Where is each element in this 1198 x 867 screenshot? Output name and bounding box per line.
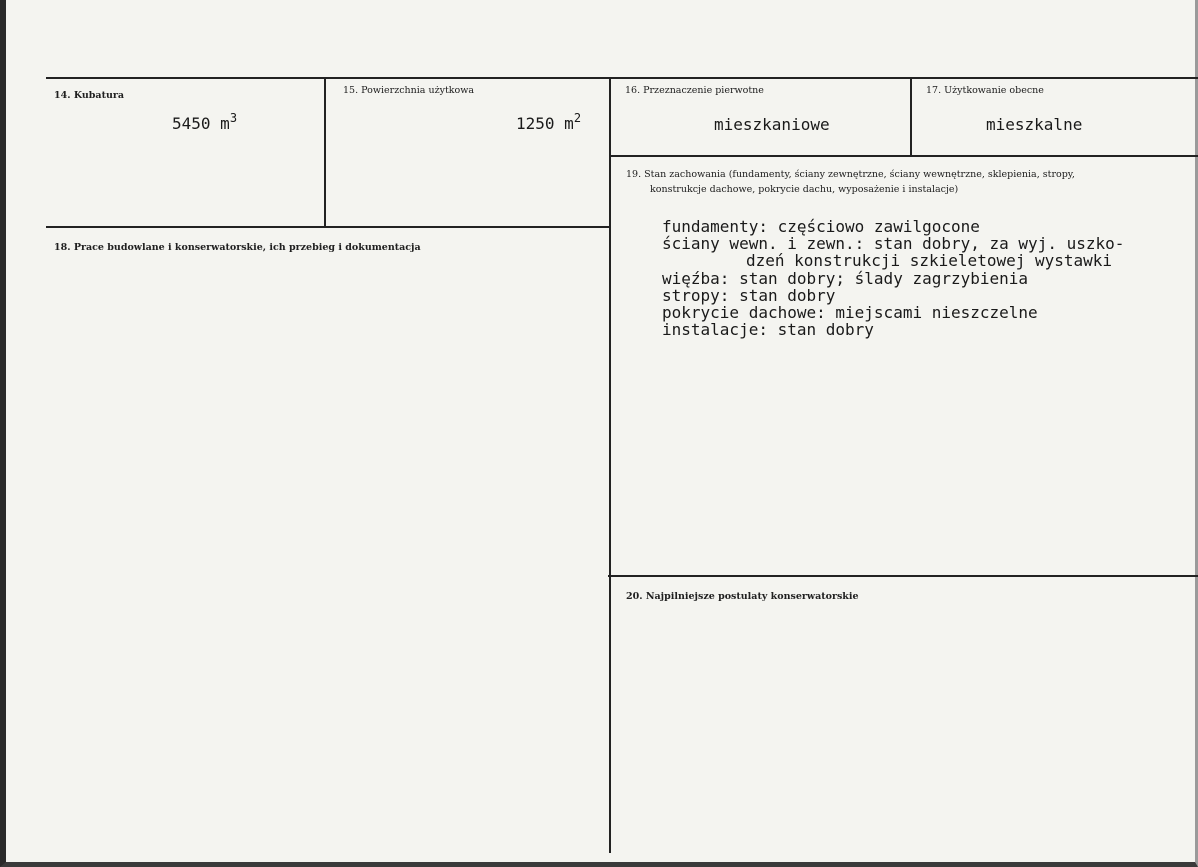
field-19-label-line1: 19. Stan zachowania (fundamenty, ściany zewnętrzne, ściany wewnętrzne, sklepienia, stropy,: [626, 169, 1075, 180]
field-15-label: 15. Powierzchnia użytkowa: [343, 85, 475, 96]
note-line: pokrycie dachowe: miejscami nieszczelne: [662, 303, 1038, 323]
note-line: stropy: stan dobry: [662, 285, 836, 305]
field-17-value: mieszkalne: [986, 115, 1083, 134]
field-19-notes: [662, 218, 1124, 338]
field-16-label: 16. Przeznaczenie pierwotne: [625, 85, 764, 96]
rule-divider-16-17: [910, 77, 912, 157]
kubatura-unit: m: [220, 114, 230, 133]
note-line: więźba: stan dobry; ślady zagrzybienia: [662, 268, 1029, 288]
rule-fields-16-17-bottom: [610, 155, 1198, 157]
field-14-value: [172, 111, 238, 133]
field-18-label: 18. Prace budowlane i konserwatorskie, ich przebieg i dokumentacja: [54, 242, 421, 253]
rule-divider-main: [609, 77, 611, 853]
field-16-value: mieszkaniowe: [714, 115, 830, 134]
field-19-label-line2: konstrukcje dachowe, pokrycie dachu, wyposażenie i instalacje): [650, 184, 959, 195]
kubatura-number: 5450: [172, 114, 211, 133]
note-line: dzeń konstrukcji szkieletowej wystawki: [746, 251, 1113, 271]
field-20-label: 20. Najpilniejsze postulaty konserwatorskie: [626, 591, 859, 602]
kubatura-exponent: 3: [229, 111, 238, 125]
rule-divider-14-15: [324, 77, 326, 227]
note-line: ściany wewn. i zewn.: stan dobry, za wyj. uszko-: [662, 234, 1125, 254]
rule-top: [46, 77, 1198, 79]
field-15-value: [516, 111, 582, 133]
rule-field-19-bottom: [608, 575, 1198, 577]
powierzchnia-unit: m: [564, 114, 574, 133]
field-17-label: 17. Użytkowanie obecne: [926, 85, 1044, 96]
powierzchnia-number: 1250: [516, 114, 555, 133]
rule-fields-14-15-bottom: [46, 226, 610, 228]
powierzchnia-exponent: 2: [573, 111, 582, 125]
note-line: instalacje: stan dobry: [662, 320, 874, 340]
field-14-label: 14. Kubatura: [54, 90, 125, 101]
note-line: fundamenty: częściowo zawilgocone: [662, 217, 980, 236]
